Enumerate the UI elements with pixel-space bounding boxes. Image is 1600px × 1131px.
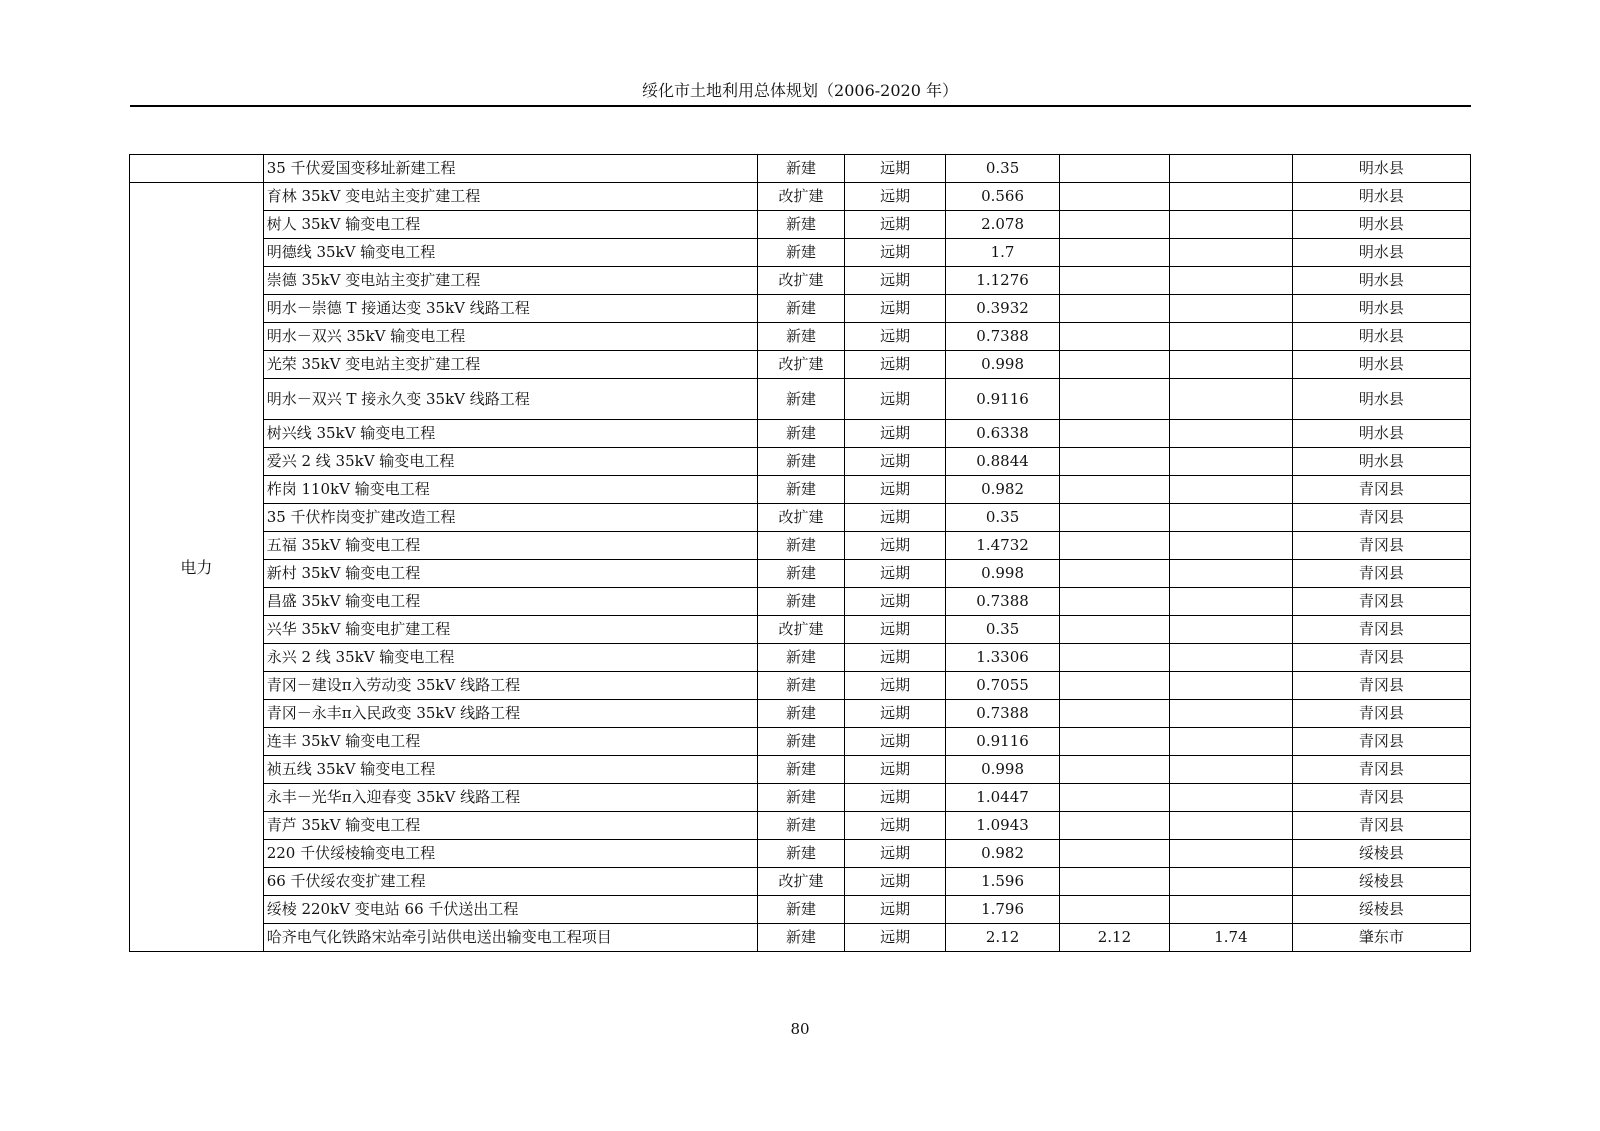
table-row	[130, 323, 1471, 351]
table-row	[130, 756, 1471, 784]
period: 远期	[845, 504, 946, 532]
area-value: 0.9116	[946, 728, 1059, 756]
period: 远期	[845, 644, 946, 672]
table-row	[130, 267, 1471, 295]
table-row	[130, 448, 1471, 476]
value-col5	[1059, 756, 1169, 784]
area-value: 0.35	[946, 504, 1059, 532]
period: 远期	[845, 812, 946, 840]
location: 绥棱县	[1292, 868, 1470, 896]
period: 远期	[845, 728, 946, 756]
location: 青冈县	[1292, 672, 1470, 700]
value-col6	[1170, 588, 1293, 616]
period: 远期	[845, 155, 946, 183]
location: 明水县	[1292, 295, 1470, 323]
project-name: 柞岗 110kV 输变电工程	[263, 476, 757, 504]
location: 明水县	[1292, 267, 1470, 295]
value-col5	[1059, 840, 1169, 868]
location: 明水县	[1292, 155, 1470, 183]
location: 明水县	[1292, 183, 1470, 211]
table-row	[130, 924, 1471, 952]
category-cell-continued	[130, 155, 264, 183]
period: 远期	[845, 672, 946, 700]
area-value: 0.6338	[946, 420, 1059, 448]
value-col6	[1170, 840, 1293, 868]
value-col5	[1059, 896, 1169, 924]
value-col5	[1059, 700, 1169, 728]
location: 明水县	[1292, 239, 1470, 267]
value-col5	[1059, 868, 1169, 896]
project-name: 树兴线 35kV 输变电工程	[263, 420, 757, 448]
location: 绥棱县	[1292, 896, 1470, 924]
project-name: 66 千伏绥农变扩建工程	[263, 868, 757, 896]
location: 青冈县	[1292, 700, 1470, 728]
area-value: 0.7388	[946, 588, 1059, 616]
period: 远期	[845, 351, 946, 379]
construction-type: 新建	[757, 211, 844, 239]
period: 远期	[845, 616, 946, 644]
project-name: 连丰 35kV 输变电工程	[263, 728, 757, 756]
location: 青冈县	[1292, 476, 1470, 504]
project-name: 35 千伏爱国变移址新建工程	[263, 155, 757, 183]
project-table	[129, 154, 1471, 952]
area-value: 2.12	[946, 924, 1059, 952]
project-name: 树人 35kV 输变电工程	[263, 211, 757, 239]
construction-type: 新建	[757, 700, 844, 728]
table-row	[130, 155, 1471, 183]
table-row	[130, 728, 1471, 756]
value-col5	[1059, 504, 1169, 532]
value-col6	[1170, 323, 1293, 351]
construction-type: 新建	[757, 924, 844, 952]
category-label: 电力	[130, 183, 264, 952]
value-col6	[1170, 616, 1293, 644]
value-col6	[1170, 672, 1293, 700]
area-value: 1.4732	[946, 532, 1059, 560]
value-col5	[1059, 784, 1169, 812]
value-col5	[1059, 267, 1169, 295]
area-value: 0.998	[946, 756, 1059, 784]
value-col6	[1170, 351, 1293, 379]
period: 远期	[845, 295, 946, 323]
table-row	[130, 616, 1471, 644]
location: 青冈县	[1292, 784, 1470, 812]
table-row	[130, 560, 1471, 588]
value-col6	[1170, 700, 1293, 728]
period: 远期	[845, 379, 946, 420]
value-col5	[1059, 588, 1169, 616]
period: 远期	[845, 532, 946, 560]
location: 明水县	[1292, 379, 1470, 420]
project-name: 明水－双兴 35kV 输变电工程	[263, 323, 757, 351]
table-row	[130, 672, 1471, 700]
value-col6	[1170, 183, 1293, 211]
location: 青冈县	[1292, 588, 1470, 616]
area-value: 0.8844	[946, 448, 1059, 476]
project-name: 爱兴 2 线 35kV 输变电工程	[263, 448, 757, 476]
value-col5	[1059, 560, 1169, 588]
area-value: 0.566	[946, 183, 1059, 211]
header-rule	[130, 105, 1471, 107]
area-value: 0.35	[946, 616, 1059, 644]
location: 明水县	[1292, 211, 1470, 239]
table-row	[130, 532, 1471, 560]
period: 远期	[845, 420, 946, 448]
value-col5	[1059, 644, 1169, 672]
project-name: 哈齐电气化铁路宋站牵引站供电送出输变电工程项目	[263, 924, 757, 952]
project-name: 35 千伏柞岗变扩建改造工程	[263, 504, 757, 532]
project-name: 永丰－光华π入迎春变 35kV 线路工程	[263, 784, 757, 812]
area-value: 1.796	[946, 896, 1059, 924]
area-value: 0.998	[946, 560, 1059, 588]
table-row	[130, 351, 1471, 379]
location: 明水县	[1292, 420, 1470, 448]
project-name: 明德线 35kV 输变电工程	[263, 239, 757, 267]
table-row	[130, 840, 1471, 868]
value-col6	[1170, 728, 1293, 756]
construction-type: 改扩建	[757, 183, 844, 211]
value-col5	[1059, 351, 1169, 379]
construction-type: 新建	[757, 323, 844, 351]
location: 明水县	[1292, 448, 1470, 476]
value-col5	[1059, 476, 1169, 504]
project-name: 220 千伏绥棱输变电工程	[263, 840, 757, 868]
construction-type: 改扩建	[757, 504, 844, 532]
table-row	[130, 420, 1471, 448]
project-name: 绥棱 220kV 变电站 66 千伏送出工程	[263, 896, 757, 924]
value-col5	[1059, 323, 1169, 351]
period: 远期	[845, 448, 946, 476]
construction-type: 新建	[757, 379, 844, 420]
value-col6	[1170, 896, 1293, 924]
value-col6: 1.74	[1170, 924, 1293, 952]
area-value: 0.998	[946, 351, 1059, 379]
period: 远期	[845, 896, 946, 924]
project-name: 明水－双兴 T 接永久变 35kV 线路工程	[263, 379, 757, 420]
construction-type: 新建	[757, 644, 844, 672]
construction-type: 改扩建	[757, 351, 844, 379]
value-col6	[1170, 239, 1293, 267]
area-value: 0.7055	[946, 672, 1059, 700]
construction-type: 新建	[757, 728, 844, 756]
area-value: 1.0943	[946, 812, 1059, 840]
project-name: 崇德 35kV 变电站主变扩建工程	[263, 267, 757, 295]
area-value: 1.596	[946, 868, 1059, 896]
construction-type: 新建	[757, 155, 844, 183]
area-value: 0.7388	[946, 323, 1059, 351]
value-col6	[1170, 560, 1293, 588]
table-row	[130, 239, 1471, 267]
construction-type: 新建	[757, 560, 844, 588]
construction-type: 新建	[757, 588, 844, 616]
project-name: 新村 35kV 输变电工程	[263, 560, 757, 588]
value-col6	[1170, 295, 1293, 323]
value-col6	[1170, 211, 1293, 239]
table-row	[130, 784, 1471, 812]
value-col5	[1059, 295, 1169, 323]
value-col5	[1059, 239, 1169, 267]
area-value: 2.078	[946, 211, 1059, 239]
project-name: 光荣 35kV 变电站主变扩建工程	[263, 351, 757, 379]
value-col5	[1059, 379, 1169, 420]
construction-type: 新建	[757, 812, 844, 840]
table-row	[130, 868, 1471, 896]
location: 肇东市	[1292, 924, 1470, 952]
location: 青冈县	[1292, 812, 1470, 840]
value-col6	[1170, 476, 1293, 504]
table-row	[130, 644, 1471, 672]
table-row	[130, 896, 1471, 924]
value-col5	[1059, 155, 1169, 183]
period: 远期	[845, 868, 946, 896]
period: 远期	[845, 924, 946, 952]
value-col5	[1059, 616, 1169, 644]
area-value: 0.982	[946, 840, 1059, 868]
table-row	[130, 295, 1471, 323]
value-col5	[1059, 672, 1169, 700]
construction-type: 新建	[757, 476, 844, 504]
table-row	[130, 183, 1471, 211]
project-name: 明水－崇德 T 接通达变 35kV 线路工程	[263, 295, 757, 323]
value-col5	[1059, 420, 1169, 448]
table-row	[130, 812, 1471, 840]
period: 远期	[845, 239, 946, 267]
value-col5	[1059, 812, 1169, 840]
table-row	[130, 379, 1471, 420]
construction-type: 新建	[757, 784, 844, 812]
period: 远期	[845, 700, 946, 728]
construction-type: 新建	[757, 448, 844, 476]
location: 青冈县	[1292, 532, 1470, 560]
period: 远期	[845, 784, 946, 812]
project-name: 昌盛 35kV 输变电工程	[263, 588, 757, 616]
table-row	[130, 588, 1471, 616]
period: 远期	[845, 756, 946, 784]
location: 明水县	[1292, 351, 1470, 379]
project-name: 青芦 35kV 输变电工程	[263, 812, 757, 840]
period: 远期	[845, 476, 946, 504]
location: 青冈县	[1292, 644, 1470, 672]
value-col5	[1059, 211, 1169, 239]
project-name: 五福 35kV 输变电工程	[263, 532, 757, 560]
table-row	[130, 504, 1471, 532]
table-row	[130, 476, 1471, 504]
value-col6	[1170, 868, 1293, 896]
value-col5	[1059, 728, 1169, 756]
value-col6	[1170, 267, 1293, 295]
value-col6	[1170, 155, 1293, 183]
period: 远期	[845, 323, 946, 351]
period: 远期	[845, 840, 946, 868]
location: 青冈县	[1292, 728, 1470, 756]
value-col6	[1170, 784, 1293, 812]
period: 远期	[845, 588, 946, 616]
period: 远期	[845, 560, 946, 588]
construction-type: 新建	[757, 896, 844, 924]
location: 青冈县	[1292, 504, 1470, 532]
period: 远期	[845, 267, 946, 295]
construction-type: 新建	[757, 756, 844, 784]
value-col5: 2.12	[1059, 924, 1169, 952]
table-row	[130, 700, 1471, 728]
project-name: 育林 35kV 变电站主变扩建工程	[263, 183, 757, 211]
location: 青冈县	[1292, 560, 1470, 588]
value-col6	[1170, 448, 1293, 476]
value-col6	[1170, 812, 1293, 840]
construction-type: 改扩建	[757, 868, 844, 896]
construction-type: 新建	[757, 840, 844, 868]
construction-type: 新建	[757, 295, 844, 323]
location: 青冈县	[1292, 756, 1470, 784]
area-value: 1.3306	[946, 644, 1059, 672]
document-header: 绥化市土地利用总体规划（2006-2020 年）	[642, 81, 958, 100]
area-value: 1.1276	[946, 267, 1059, 295]
project-name: 青冈－永丰π入民政变 35kV 线路工程	[263, 700, 757, 728]
period: 远期	[845, 183, 946, 211]
area-value: 0.35	[946, 155, 1059, 183]
area-value: 1.0447	[946, 784, 1059, 812]
area-value: 0.9116	[946, 379, 1059, 420]
location: 青冈县	[1292, 616, 1470, 644]
value-col5	[1059, 532, 1169, 560]
construction-type: 改扩建	[757, 267, 844, 295]
value-col5	[1059, 183, 1169, 211]
construction-type: 新建	[757, 672, 844, 700]
value-col6	[1170, 756, 1293, 784]
location: 明水县	[1292, 323, 1470, 351]
location: 绥棱县	[1292, 840, 1470, 868]
page-number: 80	[790, 1020, 810, 1038]
construction-type: 新建	[757, 532, 844, 560]
value-col6	[1170, 644, 1293, 672]
value-col6	[1170, 504, 1293, 532]
value-col6	[1170, 379, 1293, 420]
area-value: 0.982	[946, 476, 1059, 504]
value-col6	[1170, 532, 1293, 560]
project-name: 永兴 2 线 35kV 输变电工程	[263, 644, 757, 672]
table-row	[130, 211, 1471, 239]
construction-type: 新建	[757, 420, 844, 448]
period: 远期	[845, 211, 946, 239]
area-value: 1.7	[946, 239, 1059, 267]
project-name: 兴华 35kV 输变电扩建工程	[263, 616, 757, 644]
construction-type: 新建	[757, 239, 844, 267]
project-name: 青冈－建设π入劳动变 35kV 线路工程	[263, 672, 757, 700]
area-value: 0.7388	[946, 700, 1059, 728]
project-name: 祯五线 35kV 输变电工程	[263, 756, 757, 784]
construction-type: 改扩建	[757, 616, 844, 644]
value-col5	[1059, 448, 1169, 476]
value-col6	[1170, 420, 1293, 448]
area-value: 0.3932	[946, 295, 1059, 323]
